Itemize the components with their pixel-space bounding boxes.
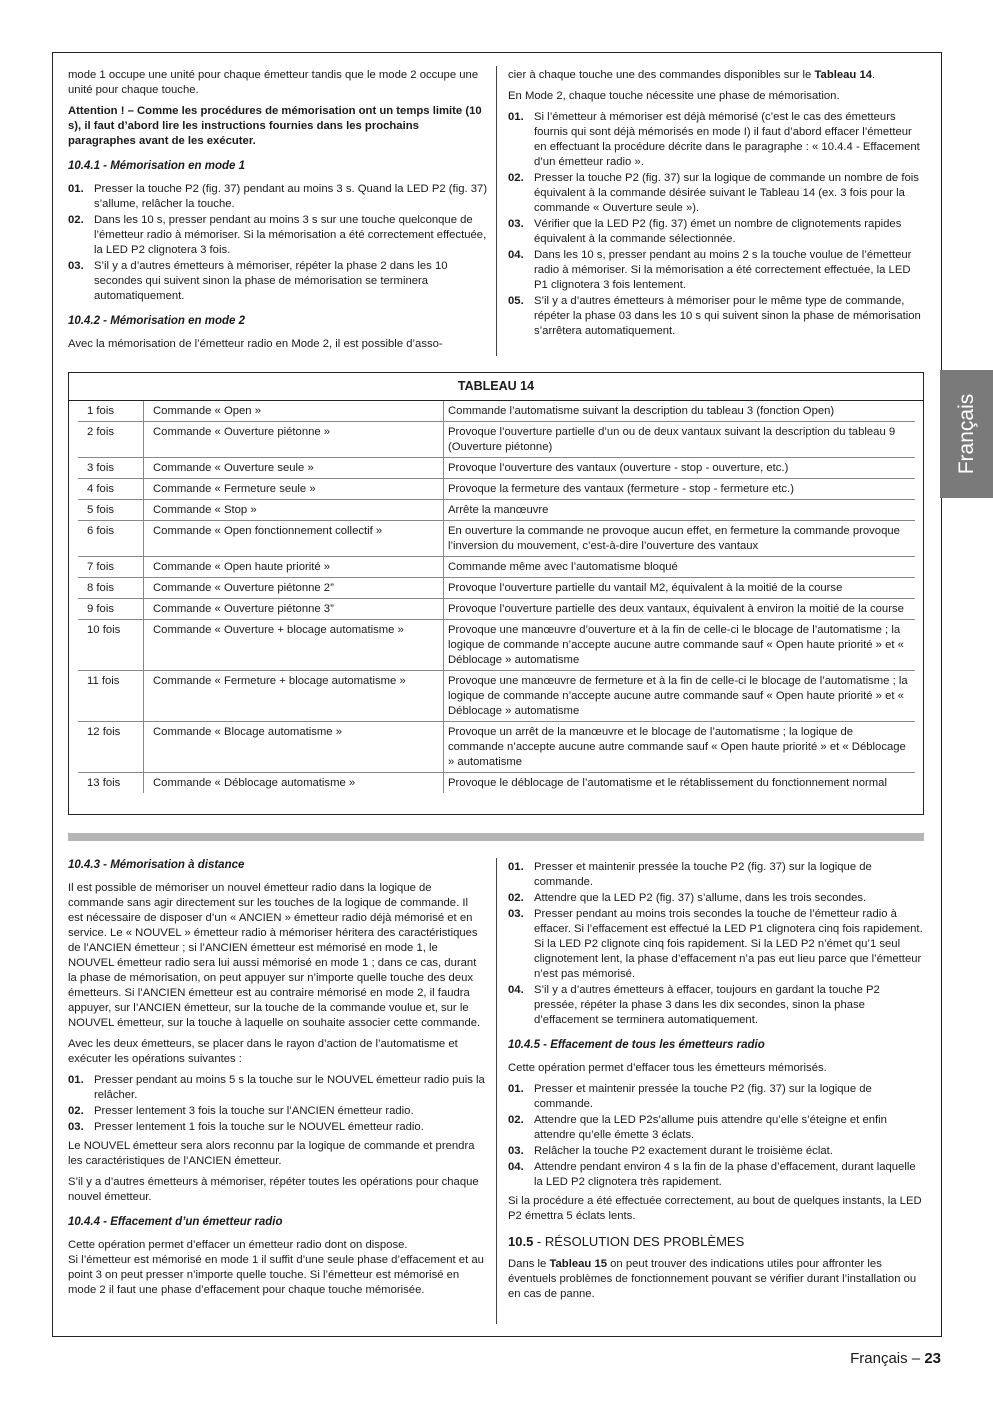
section-title: - RÉSOLUTION DES PROBLÈMES — [533, 1234, 745, 1249]
command-cell: Commande « Blocage automatisme » — [144, 722, 444, 773]
step-item — [68, 1073, 486, 1103]
table-row — [78, 773, 915, 794]
step-item — [508, 1082, 924, 1112]
bottom-right-column — [508, 860, 924, 1308]
text: . — [872, 69, 876, 81]
step-text: Presser la touche P2 (fig. 37) sur la logique de commande un nombre de fois équivalent à la commande désirée suivant le Tableau 14 (ex. 3 fois pour la commande « Ouverture seule »). — [534, 172, 919, 214]
description-cell: Arrête la manœuvre — [444, 500, 916, 521]
step-item — [508, 171, 924, 216]
step-text: Presser et maintenir pressée la touche P2 (fig. 37) sur la logique de commande. — [534, 861, 872, 888]
step-number: 01. — [508, 861, 524, 873]
press-count-cell: 2 fois — [78, 422, 144, 458]
step-item — [68, 213, 488, 258]
paragraph: mode 1 occupe une unité pour chaque émetteur tandis que le mode 2 occupe une unité pour chaque touche. — [68, 69, 479, 96]
paragraph: En Mode 2, chaque touche nécessite une phase de mémorisation. — [508, 90, 840, 102]
step-text: Attendre que la LED P2s’allume puis attendre qu’elle s’éteigne et enfin attendre qu’elle émette 3 éclats. — [534, 1114, 887, 1141]
step-text: Dans les 10 s, presser pendant au moins 2 s la touche voulue de l’émetteur radio à mémoriser. Si la mémorisation a été correctement effectuée, la LED P1 clignotera 3 fois lentement. — [534, 249, 912, 291]
table-title: TABLEAU 14 — [69, 373, 923, 401]
step-number: 04. — [508, 984, 524, 996]
command-cell: Commande « Ouverture piétonne » — [144, 422, 444, 458]
language-side-tab — [940, 370, 993, 498]
press-count-cell: 4 fois — [78, 479, 144, 500]
description-cell: En ouverture la commande ne provoque aucun effet, en fermeture la commande provoque l’inversion du mouvement, c’est-à-dire l’ouverture des vantaux — [444, 521, 916, 557]
press-count-cell: 13 fois — [78, 773, 144, 794]
paragraph: Cette opération permet d’effacer un émetteur radio dont on dispose. — [68, 1239, 408, 1251]
command-cell: Commande « Fermeture seule » — [144, 479, 444, 500]
paragraph: Si la procédure a été effectuée correctement, au bout de quelques instants, la LED P2 émettra 5 éclats lents. — [508, 1195, 922, 1222]
bottom-left-column — [68, 852, 486, 1304]
table-ref: Tableau 14 — [814, 69, 873, 81]
step-number: 02. — [68, 214, 84, 226]
top-left-column — [68, 68, 488, 358]
table-row — [78, 401, 915, 422]
table-row — [78, 620, 915, 671]
command-cell: Commande « Fermeture + blocage automatisme » — [144, 671, 444, 722]
step-text: S’il y a d’autres émetteurs à effacer, toujours en gardant la touche P2 pressée, répéter la phase 3 dans les dix secondes, sinon la phase d’effacement se terminera automatiquement. — [534, 984, 880, 1026]
column-divider — [496, 858, 497, 1324]
step-item — [68, 1120, 486, 1135]
step-item — [68, 259, 488, 304]
press-count-cell: 6 fois — [78, 521, 144, 557]
command-cell: Commande « Open haute priorité » — [144, 557, 444, 578]
step-text: Vérifier que la LED P2 (fig. 37) émet un nombre de clignotements rapides équivalent à la commande sélectionnée. — [534, 218, 902, 245]
step-number: 04. — [508, 249, 524, 261]
section-number: 10.5 — [508, 1234, 534, 1249]
table-row — [78, 458, 915, 479]
step-text: S’il y a d’autres émetteurs à mémoriser pour le même type de commande, répéter la phase 03 dans les 10 s qui suivent sinon la phase de mémorisation s’arrêtera automatiquement. — [534, 295, 921, 337]
press-count-cell: 10 fois — [78, 620, 144, 671]
heading-10-4-3: 10.4.3 - Mémorisation à distance — [68, 859, 245, 871]
command-cell: Commande « Ouverture piétonne 3” — [144, 599, 444, 620]
step-item — [508, 248, 924, 293]
step-text: Dans les 10 s, presser pendant au moins 3 s sur une touche quelconque de l’émetteur radio à mémoriser. Si la mémorisation a été correctement effectuée, la LED P2 clignotera 3 fois. — [94, 214, 487, 256]
press-count-cell: 5 fois — [78, 500, 144, 521]
page-footer — [850, 1350, 941, 1367]
table-row — [78, 422, 915, 458]
step-item — [508, 860, 924, 890]
step-item — [508, 1113, 924, 1143]
command-cell: Commande « Ouverture piétonne 2” — [144, 578, 444, 599]
table-ref: Tableau 15 — [549, 1258, 608, 1270]
heading-10-4-5: 10.4.5 - Effacement de tous les émetteurs radio — [508, 1039, 765, 1051]
step-text: Attendre que la LED P2 (fig. 37) s’allume, dans les trois secondes. — [534, 892, 867, 904]
attention-note: Attention ! – Comme les procédures de mémorisation ont un temps limite (10 s), il faut d’abord lire les instructions fournies dans les prochains paragraphes avant de les exécuter. — [68, 105, 482, 147]
step-item — [68, 182, 488, 212]
description-cell: Provoque l’ouverture partielle du vantail M2, équivalent à la moitié de la course — [444, 578, 916, 599]
step-number: 01. — [68, 1074, 84, 1086]
table-row — [78, 722, 915, 773]
table-row — [78, 557, 915, 578]
table-row — [78, 599, 915, 620]
text: Dans le — [508, 1258, 550, 1270]
paragraph: Avec la mémorisation de l’émetteur radio en Mode 2, il est possible d’asso- — [68, 338, 443, 350]
description-cell: Provoque un arrêt de la manœuvre et le blocage de l’automatisme ; la logique de commande n’accepte aucune autre commande sauf « Open haute priorité » et « Déblocage » automatisme — [444, 722, 916, 773]
command-cell: Commande « Déblocage automatisme » — [144, 773, 444, 794]
step-text: Presser pendant au moins trois secondes la touche de l’émetteur radio à effacer. Si l’effacement est effectué la LED P1 clignotera cinq fois rapidement. Si la LED P2 clignote cinq fois rapidement. Si la LED P2 n’émet qu’1 seul clignotement lent, la phase d’effacement n’a pas eut lieu parce que l’émetteur n’est pas mémorisé. — [534, 908, 923, 980]
side-tab-label: Français — [954, 393, 978, 475]
steps-list — [508, 1082, 924, 1190]
press-count-cell: 7 fois — [78, 557, 144, 578]
command-cell: Commande « Ouverture seule » — [144, 458, 444, 479]
step-number: 03. — [508, 1145, 524, 1157]
press-count-cell: 12 fois — [78, 722, 144, 773]
section-heading-10-5 — [508, 1234, 924, 1249]
step-text: Attendre pendant environ 4 s la fin de la phase d’effacement, durant laquelle la LED P2 clignotera très rapidement. — [534, 1161, 916, 1188]
step-number: 02. — [68, 1105, 84, 1117]
tableau-14 — [68, 372, 924, 815]
top-right-column — [508, 68, 924, 343]
paragraph: Si l’émetteur est mémorisé en mode 1 il suffit d’une seule phase d’effacement et au point 3 on peut presser n’importe quelle touche. Si l’émetteur est mémorisé en mode 2 il faut une phase d’effacement pour chaque touche mémorisée. — [68, 1254, 484, 1296]
step-text: Presser lentement 1 fois la touche sur le NOUVEL émetteur radio. — [94, 1121, 424, 1133]
step-item — [508, 110, 924, 170]
description-cell: Provoque une manœuvre de fermeture et à la fin de celle-ci le blocage de l’automatisme ; la logique de commande n’accepte aucune autre commande sauf « Open haute priorité » et « Déblocage » automatisme — [444, 671, 916, 722]
step-number: 03. — [68, 1121, 84, 1133]
command-cell: Commande « Open fonctionnement collectif » — [144, 521, 444, 557]
step-text: S’il y a d’autres émetteurs à mémoriser, répéter la phase 2 dans les 10 secondes qui suivent sinon la phase de mémorisation se terminera automatiquement. — [94, 260, 448, 302]
command-cell: Commande « Stop » — [144, 500, 444, 521]
commands-table — [78, 401, 915, 793]
steps-list — [508, 860, 924, 1028]
heading-10-4-1: 10.4.1 - Mémorisation en mode 1 — [68, 160, 246, 172]
step-item — [508, 217, 924, 247]
step-number: 03. — [68, 260, 84, 272]
step-number: 03. — [508, 218, 524, 230]
description-cell: Commande l’automatisme suivant la description du tableau 3 (fonction Open) — [444, 401, 916, 422]
step-number: 04. — [508, 1161, 524, 1173]
paragraph — [508, 1257, 924, 1302]
steps-list — [68, 182, 488, 304]
step-number: 01. — [508, 1083, 524, 1095]
description-cell: Provoque le déblocage de l’automatisme et le rétablissement du fonctionnement normal — [448, 777, 887, 789]
table-row — [78, 521, 915, 557]
command-cell: Commande « Ouverture + blocage automatisme » — [144, 620, 444, 671]
section-divider-bar — [68, 833, 924, 841]
step-number: 02. — [508, 172, 524, 184]
description-cell: Provoque la fermeture des vantaux (fermeture - stop - fermeture etc.) — [444, 479, 916, 500]
step-item — [508, 294, 924, 339]
heading-10-4-2: 10.4.2 - Mémorisation en mode 2 — [68, 315, 246, 327]
step-number: 02. — [508, 1114, 524, 1126]
paragraph: Cette opération permet d’effacer tous les émetteurs mémorisés. — [508, 1062, 827, 1074]
paragraph: Le NOUVEL émetteur sera alors reconnu par la logique de commande et prendra les caractéristiques de l’ANCIEN émetteur. — [68, 1140, 475, 1167]
description-cell: Provoque l’ouverture partielle d’un ou de deux vantaux suivant la description du tableau 9 (Ouverture piétonne) — [444, 422, 916, 458]
press-count-cell: 8 fois — [78, 578, 144, 599]
paragraph: Il est possible de mémoriser un nouvel émetteur radio dans la logique de commande sans agir directement sur les touches de la logique de commande. Il est nécessaire de disposer d’un « ANCIEN » émetteur radio déjà mémorisé et en service. Le « NOUVEL » émetteur radio à mémoriser héritera des caractéristiques de l’ANCIEN émetteur ; si l’ANCIEN émetteur est mémorisé en mode 1, le NOUVEL émetteur radio sera lui aussi mémorisé en mode 1 ; dans ce cas, durant la phase de mémorisation, on peut appuyer sur n’importe quelle touche des deux émetteurs. Si l’ANCIEN émetteur est au contraire mémorisé en mode 2, il faudra appuyer, sur l’ANCIEN émetteur, sur la touche de la commande voulue et, sur le NOUVEL émetteur, sur la touche à laquelle on souhaite associer cette commande. — [68, 882, 481, 1029]
paragraph: Avec les deux émetteurs, se placer dans le rayon d’action de l’automatisme et exécuter les opérations suivantes : — [68, 1038, 458, 1065]
text: on peut trouver des indications utiles pour affronter les éventuels problèmes de fonctionnement pouvant se vérifier durant l’installation ou en cas de panne. — [508, 1258, 917, 1300]
step-item — [508, 983, 924, 1028]
step-text: Si l’émetteur à mémoriser est déjà mémorisé (c’est le cas des émetteurs fournis qui sont déjà mémorisés en mode I) il faut d’abord effacer l’émetteur en effectuant la procédure décrite dans le paragraphe : « 10.4.4 - Effacement d’un émetteur radio ». — [534, 111, 920, 168]
paragraph — [508, 68, 924, 83]
description-cell: Provoque l’ouverture partielle des deux vantaux, équivalent à environ la moitié de la course — [444, 599, 916, 620]
step-text: Relâcher la touche P2 exactement durant le troisième éclat. — [534, 1145, 833, 1157]
text: cier à chaque touche une des commandes disponibles sur le — [508, 69, 815, 81]
step-number: 01. — [508, 111, 524, 123]
description-cell: Provoque l’ouverture des vantaux (ouverture - stop - ouverture, etc.) — [444, 458, 916, 479]
step-item — [508, 1160, 924, 1190]
step-text: Presser et maintenir pressée la touche P2 (fig. 37) sur la logique de commande. — [534, 1083, 872, 1110]
page-number: 23 — [924, 1350, 941, 1367]
step-text: Presser pendant au moins 5 s la touche sur le NOUVEL émetteur radio puis la relâcher. — [94, 1074, 485, 1101]
step-text: Presser la touche P2 (fig. 37) pendant au moins 3 s. Quand la LED P2 (fig. 37) s’allume, relâcher la touche. — [94, 183, 488, 210]
step-item — [508, 891, 924, 906]
press-count-cell: 9 fois — [78, 599, 144, 620]
paragraph: S’il y a d’autres émetteurs à mémoriser, répéter toutes les opérations pour chaque nouvel émetteur. — [68, 1176, 479, 1203]
command-cell: Commande « Open » — [144, 401, 444, 422]
step-number: 02. — [508, 892, 524, 904]
press-count-cell: 11 fois — [78, 671, 144, 722]
table-row — [78, 500, 915, 521]
step-item — [508, 907, 924, 982]
table-row — [78, 479, 915, 500]
step-text: Presser lentement 3 fois la touche sur l’ANCIEN émetteur radio. — [94, 1105, 414, 1117]
footer-language: Français – — [850, 1350, 925, 1367]
table-row — [78, 671, 915, 722]
description-cell: Commande même avec l’automatisme bloqué — [444, 557, 916, 578]
step-item — [68, 1104, 486, 1119]
heading-10-4-4: 10.4.4 - Effacement d’un émetteur radio — [68, 1216, 283, 1228]
column-divider — [496, 66, 497, 356]
steps-list — [68, 1073, 486, 1135]
press-count-cell: 1 fois — [78, 401, 144, 422]
steps-list — [508, 110, 924, 339]
press-count-cell: 3 fois — [78, 458, 144, 479]
step-number: 05. — [508, 295, 524, 307]
step-item — [508, 1144, 924, 1159]
description-cell: Provoque une manœuvre d’ouverture et à la fin de celle-ci le blocage de l’automatisme ; la logique de commande n’accepte aucune autre commande sauf « Open haute priorité » et « Déblocage » automatisme — [444, 620, 916, 671]
step-number: 01. — [68, 183, 84, 195]
table-row — [78, 578, 915, 599]
step-number: 03. — [508, 908, 524, 920]
